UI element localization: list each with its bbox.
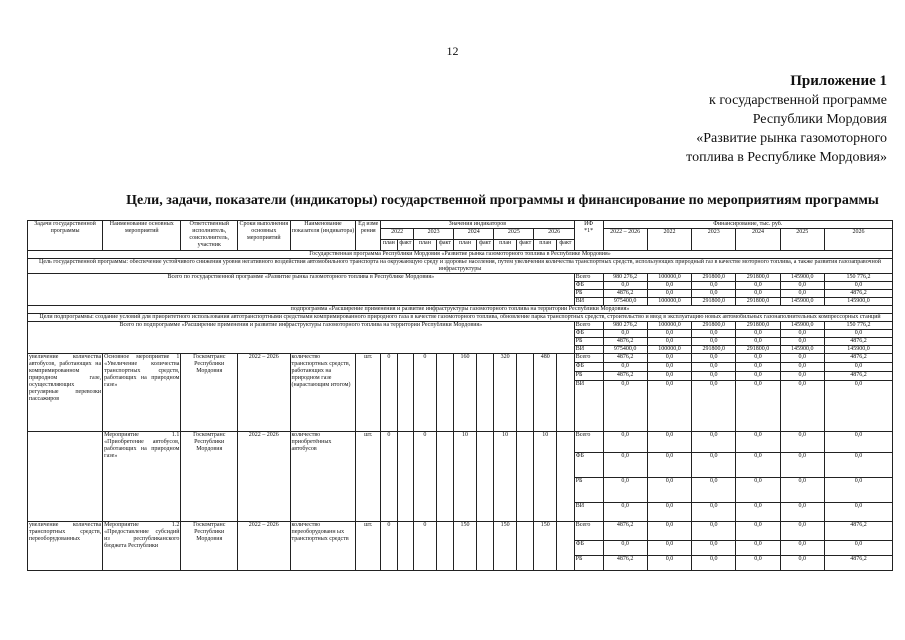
subprogram-title-row-cell: подпрограмма «Расширение применения и развитие инфраструктуры газомоторного топлива на территории Республики Мордовия»: [28, 306, 893, 314]
header-plan: план: [494, 240, 517, 251]
header-fin-year: 2025: [780, 229, 824, 251]
financing-value: 0,0: [780, 290, 824, 298]
financing-value: 0,0: [647, 503, 691, 522]
financing-value: 100000,0: [647, 274, 691, 282]
financing-value: 0,0: [647, 372, 691, 381]
source-cell: ВИ: [574, 503, 603, 522]
financing-value: 0,0: [736, 522, 780, 541]
financing-value: 0,0: [692, 453, 736, 478]
indicator-plan: 10: [534, 432, 557, 522]
financing-value: 0,0: [647, 381, 691, 432]
financing-value: 0,0: [647, 354, 691, 363]
financing-value: 0,0: [692, 478, 736, 503]
header-year: 2025: [494, 229, 534, 240]
indicator-cell: количество транспортных средств, работающих на природном газе (нарастающим итогом): [290, 354, 356, 432]
subprogram-goal-row-cell: Цели подпрограммы: создание условий для приоритетного использования автотранспортными средствами компримированного природного газа в качестве газомоторного топлива, обновление парка транспортных средств, строительство и ввод в эксплуатацию новых автомобильных газонаполнительных компрессорных станций: [28, 314, 893, 322]
source-cell: ФБ: [574, 363, 603, 372]
header-tasks: Задачи государственной программы: [28, 221, 103, 251]
financing-value: 0,0: [736, 372, 780, 381]
term-cell: 2022 – 2026: [238, 432, 291, 522]
financing-value: 0,0: [736, 282, 780, 290]
financing-value: 0,0: [780, 354, 824, 363]
financing-value: 291800,0: [736, 298, 780, 306]
financing-value: 145900,0: [824, 346, 892, 354]
financing-value: 0,0: [692, 556, 736, 571]
financing-value: 0,0: [780, 363, 824, 372]
indicator-plan: 10: [494, 432, 517, 522]
task-cell: [28, 432, 103, 522]
financing-value: 0,0: [692, 282, 736, 290]
financing-value: 0,0: [824, 432, 892, 453]
financing-value: 0,0: [780, 330, 824, 338]
financing-value: 0,0: [824, 363, 892, 372]
source-cell: РБ: [574, 338, 603, 346]
indicator-fact: [397, 522, 413, 571]
financing-value: 4876,2: [603, 338, 647, 346]
term-cell: 2022 – 2026: [238, 522, 291, 571]
financing-value: 975400,0: [603, 298, 647, 306]
financing-value: 0,0: [647, 522, 691, 541]
financing-value: 100000,0: [647, 298, 691, 306]
subprogram-goal-row: [28, 314, 893, 322]
appendix-line: «Развитие рынка газомоторного: [696, 131, 887, 146]
indicator-fact: [557, 522, 575, 571]
executor-cell: Госкомтранс Республики Мордовия: [181, 354, 238, 432]
header-year: 2026: [534, 229, 574, 240]
header-fact: факт: [397, 240, 413, 251]
financing-value: 0,0: [603, 330, 647, 338]
financing-value: 4876,2: [603, 290, 647, 298]
source-cell: Всего: [574, 322, 603, 330]
financing-value: 975400,0: [603, 346, 647, 354]
financing-value: 4876,2: [824, 290, 892, 298]
financing-value: 0,0: [603, 282, 647, 290]
financing-value: 291800,0: [736, 274, 780, 282]
indicator-plan: 0: [414, 432, 437, 522]
source-cell: ВИ: [574, 346, 603, 354]
term-cell: 2022 – 2026: [238, 354, 291, 432]
financing-value: 0,0: [736, 290, 780, 298]
financing-value: 0,0: [736, 541, 780, 556]
financing-value: 0,0: [824, 330, 892, 338]
source-cell: ФБ: [574, 330, 603, 338]
financing-value: 4876,2: [824, 354, 892, 363]
indicator-plan: 10: [454, 432, 477, 522]
financing-value: 0,0: [780, 478, 824, 503]
financing-value: 0,0: [736, 556, 780, 571]
financing-value: 0,0: [603, 381, 647, 432]
financing-value: 0,0: [780, 522, 824, 541]
financing-value: 0,0: [780, 432, 824, 453]
financing-value: 291800,0: [692, 298, 736, 306]
appendix-line: топлива в Республике Мордовия»: [686, 150, 887, 165]
source-cell: РБ: [574, 556, 603, 571]
header-fin-year: 2022 – 2026: [603, 229, 647, 251]
indicator-plan: 0: [414, 354, 437, 432]
financing-value: 0,0: [824, 478, 892, 503]
financing-value: 145900,0: [780, 322, 824, 330]
appendix-title: Приложение 1: [790, 73, 887, 89]
financing-value: 0,0: [603, 363, 647, 372]
financing-value: 0,0: [780, 541, 824, 556]
source-cell: РБ: [574, 478, 603, 503]
source-cell: ВИ: [574, 298, 603, 306]
financing-value: 150 776,2: [824, 274, 892, 282]
header-plan: план: [534, 240, 557, 251]
financing-value: 0,0: [647, 282, 691, 290]
financing-value: 0,0: [736, 354, 780, 363]
header-year: 2023: [414, 229, 454, 240]
indicator-fact: [476, 432, 494, 522]
indicator-fact: [516, 522, 534, 571]
financing-value: 0,0: [824, 381, 892, 432]
financing-value: 0,0: [780, 338, 824, 346]
header-source-label: ИФ: [584, 221, 594, 227]
source-cell: Всего: [574, 432, 603, 453]
task-cell: увеличение количества автобусов, работающих на компримированном природном газе, осуществляющих регулярные перевозки пассажиров: [28, 354, 103, 432]
program-table: [27, 220, 893, 571]
program-goal-row-cell: Цель государственной программы: обеспечение устойчивого снижения уровня негативного воздействия автомобильного транспорта на окружающую среду и здоровье населения, путем увеличения количества транспортных средств, использующих природный газ в качестве моторного топлива, а также развития газозаправочной инфраструктуры: [28, 259, 893, 274]
financing-value: 0,0: [736, 453, 780, 478]
header-plan: план: [414, 240, 437, 251]
measure-name: Мероприятие 1.2 «Предоставление субсидий из республиканского бюджета Республики: [103, 522, 181, 571]
financing-value: 291800,0: [692, 346, 736, 354]
header-plan: план: [381, 240, 397, 251]
financing-value: 0,0: [736, 338, 780, 346]
indicator-fact: [436, 432, 454, 522]
program-title-row: [28, 251, 893, 259]
source-cell: ФБ: [574, 453, 603, 478]
unit-cell: шт.: [356, 522, 381, 571]
header-fact: факт: [557, 240, 575, 251]
header-source: [574, 221, 603, 251]
financing-value: 0,0: [692, 372, 736, 381]
financing-value: 0,0: [647, 432, 691, 453]
header-row: [28, 221, 893, 229]
header-source-sub: *1*: [584, 228, 594, 234]
financing-value: 0,0: [603, 432, 647, 453]
financing-value: 0,0: [736, 363, 780, 372]
financing-value: 0,0: [692, 503, 736, 522]
financing-value: 0,0: [780, 381, 824, 432]
financing-value: 4876,2: [824, 372, 892, 381]
measure-row: [28, 432, 893, 453]
financing-value: 291800,0: [736, 322, 780, 330]
financing-value: 0,0: [736, 432, 780, 453]
indicator-cell: количество переоборудованн ых транспортных средств: [290, 522, 356, 571]
financing-value: 0,0: [824, 541, 892, 556]
subprogram-total-label: Всего по подпрограмме «Расширение применения и развитие инфраструктуры газомоторного топлива на территории Республики Мордовия»: [28, 322, 575, 354]
financing-value: 100000,0: [647, 322, 691, 330]
financing-value: 0,0: [692, 432, 736, 453]
financing-value: 145900,0: [780, 274, 824, 282]
financing-value: 4876,2: [824, 556, 892, 571]
financing-value: 0,0: [824, 282, 892, 290]
header-terms: Сроки выполнения основных мероприятий: [238, 221, 291, 251]
indicator-plan: 160: [454, 354, 477, 432]
financing-value: 0,0: [736, 478, 780, 503]
indicator-fact: [436, 522, 454, 571]
source-cell: Всего: [574, 522, 603, 541]
financing-value: 291800,0: [692, 322, 736, 330]
document-title: Цели, задачи, показатели (индикаторы) государственной программы и финансирование по мероприятиям программы: [126, 193, 879, 208]
financing-value: 145900,0: [780, 346, 824, 354]
financing-value: 0,0: [692, 541, 736, 556]
financing-value: 4876,2: [824, 338, 892, 346]
financing-value: 0,0: [692, 381, 736, 432]
source-cell: ВИ: [574, 381, 603, 432]
financing-value: 4876,2: [603, 354, 647, 363]
financing-value: 0,0: [647, 541, 691, 556]
financing-value: 0,0: [692, 363, 736, 372]
header-measures: Наименование основных мероприятий: [103, 221, 181, 251]
financing-value: 980 276,2: [603, 274, 647, 282]
indicator-plan: 150: [454, 522, 477, 571]
financing-value: 0,0: [692, 330, 736, 338]
indicator-plan: 0: [381, 432, 397, 522]
financing-value: 0,0: [647, 478, 691, 503]
header-fact: факт: [436, 240, 454, 251]
financing-value: 4876,2: [603, 372, 647, 381]
program-total-row: [28, 274, 893, 282]
source-cell: ФБ: [574, 541, 603, 556]
measure-name: Мероприятие 1.1 «Приобретение автобусов, работающих на природном газе»: [103, 432, 181, 522]
financing-value: 0,0: [647, 363, 691, 372]
source-cell: ФБ: [574, 282, 603, 290]
indicator-plan: 480: [534, 354, 557, 432]
unit-cell: шт.: [356, 354, 381, 432]
indicator-fact: [516, 432, 534, 522]
page-number: 12: [446, 44, 459, 58]
financing-value: 0,0: [603, 478, 647, 503]
indicator-plan: 150: [534, 522, 557, 571]
financing-value: 0,0: [736, 330, 780, 338]
financing-value: 0,0: [780, 503, 824, 522]
header-fin-year: 2026: [824, 229, 892, 251]
financing-value: 291800,0: [692, 274, 736, 282]
financing-value: 0,0: [647, 330, 691, 338]
source-cell: Всего: [574, 354, 603, 363]
financing-value: 0,0: [603, 503, 647, 522]
executor-cell: Госкомтранс Республики Мордовия: [181, 432, 238, 522]
indicator-fact: [557, 354, 575, 432]
indicator-plan: 150: [494, 522, 517, 571]
header-year: 2024: [454, 229, 494, 240]
financing-value: 0,0: [647, 556, 691, 571]
indicator-fact: [557, 432, 575, 522]
indicator-plan: 0: [381, 522, 397, 571]
header-values: Значения индикаторов: [381, 221, 575, 229]
indicator-fact: [397, 432, 413, 522]
measure-row: [28, 522, 893, 541]
indicator-fact: [436, 354, 454, 432]
financing-value: 0,0: [692, 354, 736, 363]
financing-value: 0,0: [736, 503, 780, 522]
indicator-plan: 0: [414, 522, 437, 571]
financing-value: 0,0: [647, 338, 691, 346]
header-fin-year: 2023: [692, 229, 736, 251]
indicator-plan: 320: [494, 354, 517, 432]
indicator-cell: количество приобретённых автобусов: [290, 432, 356, 522]
indicator-fact: [397, 354, 413, 432]
header-fin-year: 2024: [736, 229, 780, 251]
financing-value: 145900,0: [824, 298, 892, 306]
subprogram-title-row: [28, 306, 893, 314]
program-total-label: Всего по государственной программе «Развитие рынка газомоторного топлива в Республике Мордовия»: [28, 274, 575, 306]
financing-value: 0,0: [603, 453, 647, 478]
indicator-fact: [476, 354, 494, 432]
header-executor: Ответственный исполнитель, соисполнитель, участник: [181, 221, 238, 251]
header-unit: Ед изме рения: [356, 221, 381, 251]
appendix-block: [567, 72, 887, 167]
financing-value: 0,0: [824, 453, 892, 478]
header-financing: Финансирование, тыс. руб.: [603, 221, 892, 229]
financing-value: 0,0: [824, 503, 892, 522]
financing-value: 100000,0: [647, 346, 691, 354]
indicator-fact: [516, 354, 534, 432]
source-cell: РБ: [574, 290, 603, 298]
program-title-row-cell: Государственная программа Республики Мордовия «Развитие рынка газомоторного топлива в Республике Мордовия»: [28, 251, 893, 259]
financing-value: 0,0: [780, 453, 824, 478]
source-cell: Всего: [574, 274, 603, 282]
header-fact: факт: [476, 240, 494, 251]
measure-name: Основное мероприятие 1 «Увеличение количества транспортных средств, работающих на природном газе»: [103, 354, 181, 432]
header-fact: факт: [516, 240, 534, 251]
financing-value: 980 276,2: [603, 322, 647, 330]
source-cell: РБ: [574, 372, 603, 381]
financing-value: 145900,0: [780, 298, 824, 306]
financing-value: 4876,2: [603, 556, 647, 571]
financing-value: 0,0: [692, 290, 736, 298]
indicator-fact: [476, 522, 494, 571]
financing-value: 0,0: [603, 541, 647, 556]
header-indicator: Наименование показателя (индикатора): [290, 221, 356, 251]
financing-value: 291800,0: [736, 346, 780, 354]
financing-value: 0,0: [780, 372, 824, 381]
header-fin-year: 2022: [647, 229, 691, 251]
financing-value: 0,0: [692, 338, 736, 346]
program-goal-row: [28, 259, 893, 274]
subprogram-total-row: [28, 322, 893, 330]
financing-value: 0,0: [780, 556, 824, 571]
header-year: 2022: [381, 229, 414, 240]
appendix-line: к государственной программе: [709, 93, 887, 108]
financing-value: 4876,2: [603, 522, 647, 541]
executor-cell: Госкомтранс Республики Мордовия: [181, 522, 238, 571]
appendix-line: Республики Мордовия: [752, 112, 887, 127]
financing-value: 0,0: [780, 282, 824, 290]
measure-row: [28, 354, 893, 363]
financing-value: 0,0: [647, 453, 691, 478]
unit-cell: шт.: [356, 432, 381, 522]
indicator-plan: 0: [381, 354, 397, 432]
task-cell: увеличение количества транспортных средств, переоборудованных: [28, 522, 103, 571]
financing-value: 0,0: [736, 381, 780, 432]
financing-value: 0,0: [692, 522, 736, 541]
financing-value: 4876,2: [824, 522, 892, 541]
financing-value: 0,0: [647, 290, 691, 298]
header-plan: план: [454, 240, 477, 251]
financing-value: 150 776,2: [824, 322, 892, 330]
